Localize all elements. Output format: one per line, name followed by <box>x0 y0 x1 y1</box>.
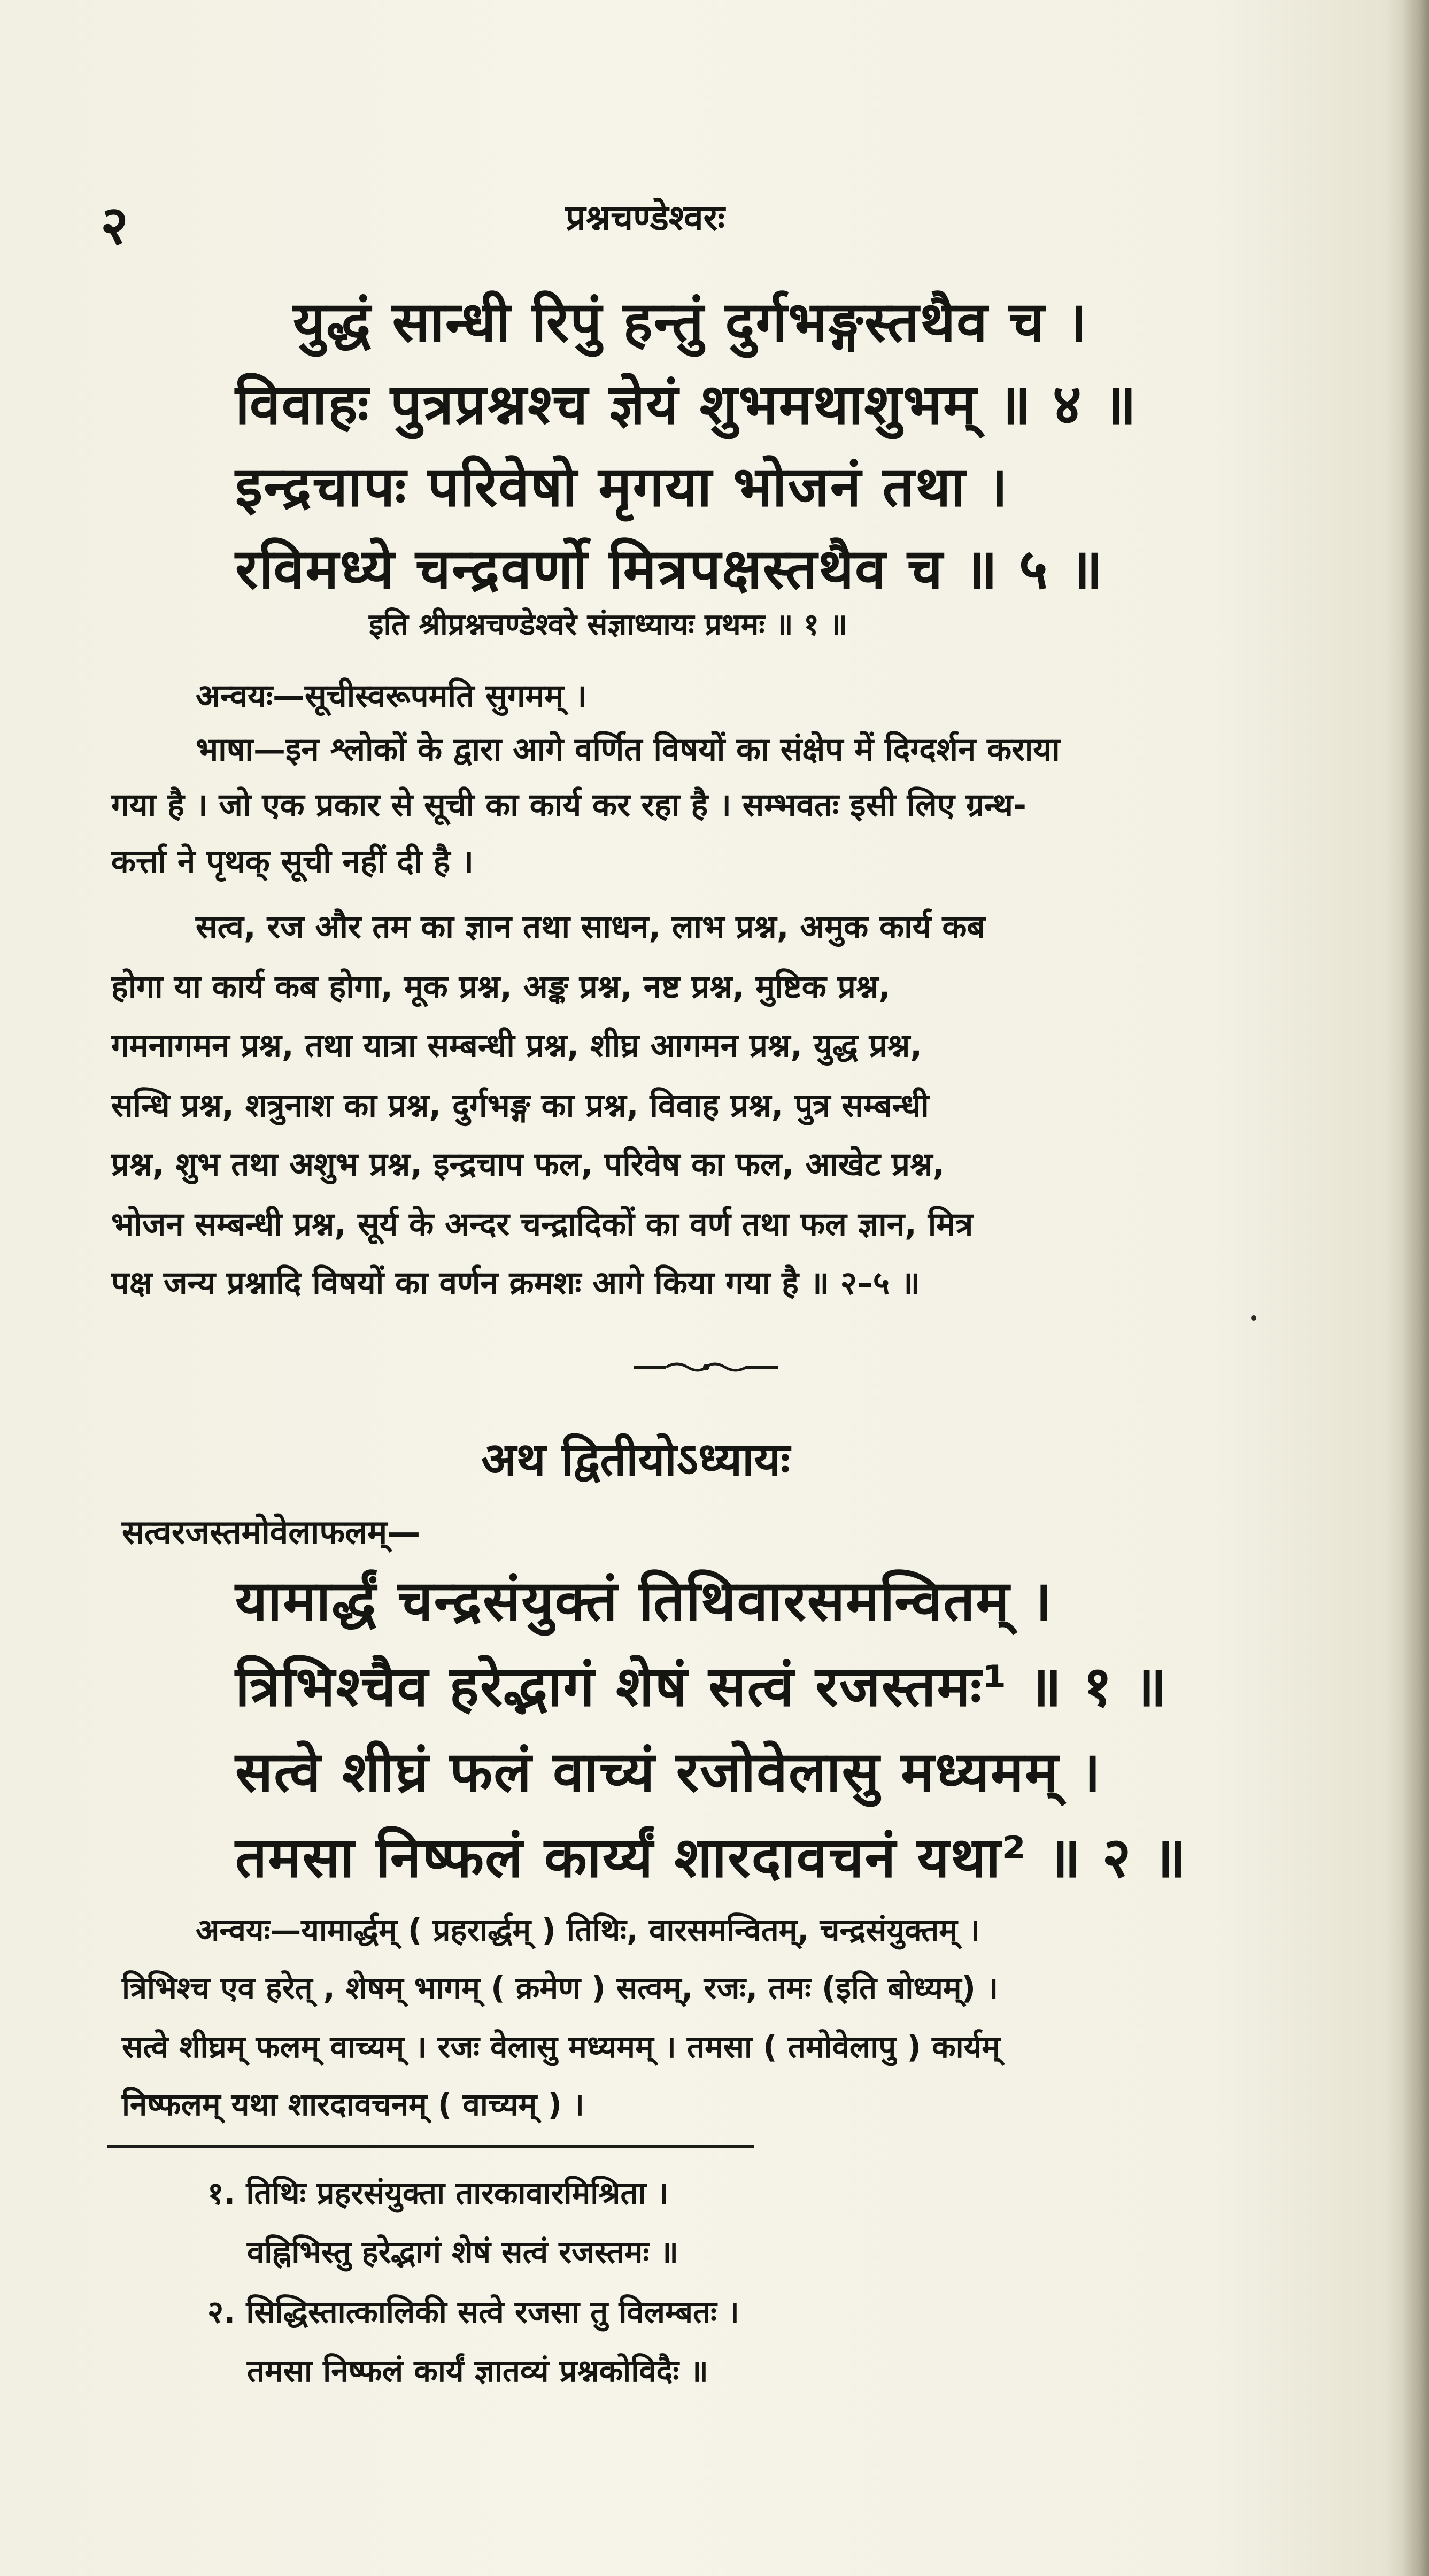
verse-line: रविमध्ये चन्द्रवर्णो मित्रपक्षस्तथैव च ॥ ५ ॥ <box>235 536 1104 601</box>
section-subheading: सत्वरजस्तमोवेलाफलम्— <box>122 1513 421 1552</box>
commentary-line: होगा या कार्य कब होगा, मूक प्रश्न, अङ्क प्रश्न, नष्ट प्रश्न, मुष्टिक प्रश्न, <box>111 968 891 1006</box>
anvaya-line: सत्वे शीघ्रम् फलम् वाच्यम् । रजः वेलासु मध्यमम् । तमसा ( तमोवेलापु ) कार्यम् <box>122 2029 1000 2065</box>
commentary-line: गया है । जो एक प्रकार से सूची का कार्य कर रहा है । सम्भवतः इसी लिए ग्रन्थ- <box>111 786 1026 824</box>
anvaya-line: त्रिभिश्च एव हरेत् , शेषम् भागम् ( क्रमेण ) सत्वम्, रजः, तमः (इति बोध्यम्) । <box>122 1970 999 2006</box>
commentary-line: पक्ष जन्य प्रश्नादि विषयों का वर्णन क्रमशः आगे किया गया है ॥ २–५ ॥ <box>111 1264 920 1302</box>
verse-line: तमसा निष्फलं कार्य्यं शारदावचनं यथा² ॥ २ ॥ <box>235 1825 1187 1890</box>
verse-line: इन्द्रचापः परिवेषो मृगया भोजनं तथा । <box>235 454 1009 519</box>
commentary-line: प्रश्न, शुभ तथा अशुभ प्रश्न, इन्द्रचाप फल, परिवेष का फल, आखेट प्रश्न, <box>111 1146 945 1183</box>
commentary-line: अन्वयः—सूचीस्वरूपमति सुगमम् । <box>196 677 587 715</box>
chapter-colophon: इति श्रीप्रश्नचण्डेश्वरे संज्ञाध्यायः प्रथमः ॥ १ ॥ <box>369 607 848 642</box>
verse-line: युद्धं सान्धी रिपुं हन्तुं दुर्गभङ्गस्तथैव च । <box>293 289 1088 354</box>
anvaya-line: निष्फलम् यथा शारदावचनम् ( वाच्यम् ) । <box>122 2086 585 2123</box>
page-edge-shadow <box>1403 0 1429 2576</box>
page-number: २ <box>101 194 128 257</box>
commentary-line: सत्व, रज और तम का ज्ञान तथा साधन, लाभ प्रश्न, अमुक कार्य कब <box>196 908 985 946</box>
commentary-line: भोजन सम्बन्धी प्रश्न, सूर्य के अन्दर चन्द्रादिकों का वर्ण तथा फल ज्ञान, मित्र <box>111 1206 974 1243</box>
verse-line: सत्वे शीघ्रं फलं वाच्यं रजोवेलासु मध्यमम् । <box>235 1739 1102 1804</box>
anvaya-line: अन्वयः—यामार्द्धम् ( प्रहरार्द्धम् ) तिथिः, वारसमन्वितम्, चन्द्रसंयुक्तम् । <box>196 1912 980 1948</box>
commentary-line: सन्धि प्रश्न, शत्रुनाश का प्रश्न, दुर्गभङ्ग का प्रश्न, विवाह प्रश्न, पुत्र सम्बन्धी <box>111 1087 929 1124</box>
footnote-line: वह्निभिस्तु हरेद्भागं शेषं सत्वं रजस्तमः ॥ <box>247 2234 678 2270</box>
ink-speck <box>1251 1315 1256 1321</box>
commentary-line: गमनागमन प्रश्न, तथा यात्रा सम्बन्धी प्रश्न, शीघ्र आगमन प्रश्न, युद्ध प्रश्न, <box>111 1027 923 1065</box>
verse-line: विवाहः पुत्रप्रश्नश्च ज्ञेयं शुभमथाशुभम् ॥ ४ ॥ <box>235 372 1138 437</box>
running-title: प्रश्नचण्डेश्वरः <box>566 197 725 238</box>
commentary-line: भाषा—इन श्लोकों के द्वारा आगे वर्णित विषयों का संक्षेप में दिग्दर्शन कराया <box>196 731 1060 768</box>
footnote-rule <box>107 2145 754 2148</box>
footnote-line: तमसा निष्फलं कार्यं ज्ञातव्यं प्रश्नकोविदैः ॥ <box>247 2353 708 2389</box>
verse-line: त्रिभिश्चैव हरेद्भागं शेषं सत्वं रजस्तमः¹ ॥ १ ॥ <box>235 1654 1168 1719</box>
section-divider-ornament <box>634 1359 778 1375</box>
commentary-line: कर्त्ता ने पृथक् सूची नहीं दी है । <box>111 843 474 881</box>
footnote-line: १. तिथिः प्रहरसंयुक्ता तारकावारमिश्रिता । <box>207 2175 669 2211</box>
footnote-line: २. सिद्धिस्तात्कालिकी सत्वे रजसा तु विलम्बतः । <box>207 2294 739 2330</box>
chapter-title: अथ द्वितीयोऽध्यायः <box>481 1433 790 1486</box>
verse-line: यामार्द्धं चन्द्रसंयुक्तं तिथिवारसमन्वितम् । <box>235 1568 1053 1633</box>
